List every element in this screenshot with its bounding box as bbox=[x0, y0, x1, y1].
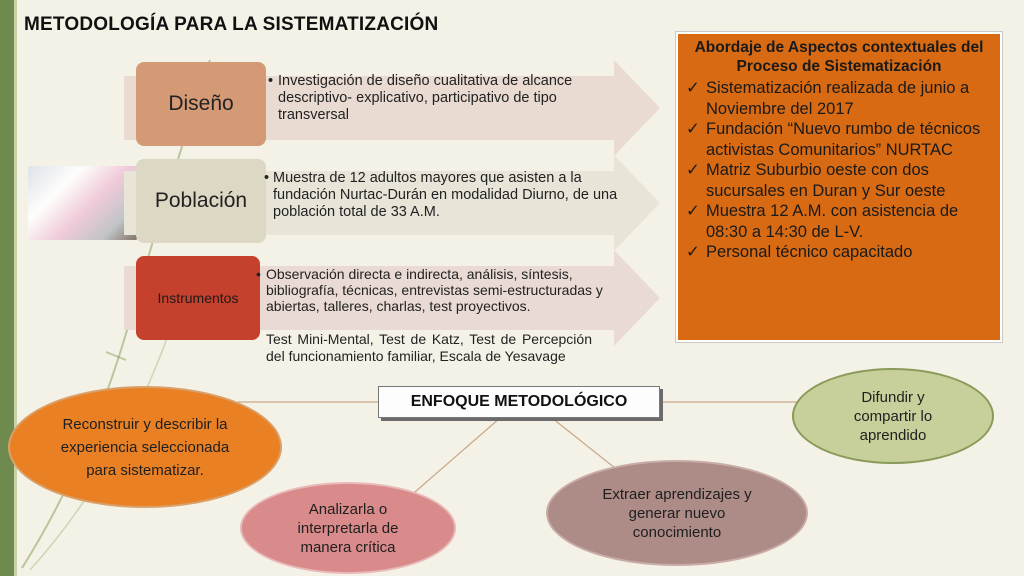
poblacion-text: • Muestra de 12 adultos mayores que asisten a la fundación Nurtac-Durán en modalidad Diurno, de una población total de 33 A.M. bbox=[264, 170, 618, 220]
context-item: ✓ Sistematización realizada de junio a Noviembre del 2017 bbox=[686, 79, 970, 118]
context-item: ✓ Fundación “Nuevo rumbo de técnicos activistas Comunitarios” NURTAC bbox=[686, 120, 981, 159]
row-label-diseno bbox=[136, 62, 266, 146]
activity-photo bbox=[28, 166, 138, 240]
enfoque-metodologico-box: ENFOQUE METODOLÓGICO bbox=[378, 386, 660, 418]
instrumentos-tests: Test Mini-Mental, Test de Katz, Test de Percepción del funcionamiento familiar, Escala de Yesavage bbox=[266, 331, 592, 364]
poblacion-label: Población bbox=[154, 189, 248, 212]
ellipse-difundir: Difundir y compartir lo aprendido bbox=[792, 368, 994, 464]
ellipse-analizar: Analizarla o interpretarla de manera crítica bbox=[240, 482, 456, 574]
instrumentos-text: • Observación directa e indirecta, análisis, síntesis, bibliografía, técnicas, entrevistas semi-estructuradas y abiertas, talleres, charlas, test proyectivos. bbox=[256, 266, 603, 314]
context-item: ✓ Personal técnico capacitado bbox=[686, 243, 913, 261]
checkmark-icon: ✓ bbox=[686, 120, 700, 138]
context-panel bbox=[676, 32, 1002, 342]
context-item: ✓ Muestra 12 A.M. con asistencia de 08:30 a 14:30 de L-V. bbox=[686, 202, 959, 241]
diseno-text: • Investigación de diseño cualitativa de alcance descriptivo- explicativo, participativo de tipo transversal bbox=[268, 73, 573, 123]
ellipse-reconstruir: Reconstruir y describir la experiencia seleccionada para sistematizar. bbox=[8, 386, 282, 508]
bullet-dot: • bbox=[256, 266, 261, 282]
checkmark-icon: ✓ bbox=[686, 79, 700, 97]
bullet-dot: • bbox=[264, 170, 270, 186]
instrumentos-label: Instrumentos bbox=[157, 290, 239, 306]
context-item: ✓ Matriz Suburbio oeste con dos sucursales en Duran y Sur oeste bbox=[686, 161, 946, 200]
context-list bbox=[678, 78, 1000, 263]
checkmark-icon: ✓ bbox=[686, 202, 700, 220]
page-title: METODOLOGÍA PARA LA SISTEMATIZACIÓN bbox=[24, 14, 439, 35]
ellipse-extraer: Extraer aprendizajes y generar nuevo conocimiento bbox=[546, 460, 808, 566]
checkmark-icon: ✓ bbox=[686, 161, 700, 179]
checkmark-icon: ✓ bbox=[686, 243, 700, 261]
bullet-dot: • bbox=[268, 73, 274, 89]
diseno-label: Diseño bbox=[168, 92, 234, 115]
row-label-poblacion bbox=[136, 159, 266, 243]
row-label-instrumentos bbox=[136, 256, 260, 340]
context-panel-title: Abordaje de Aspectos contextuales del Proceso de Sistematización bbox=[694, 39, 984, 75]
